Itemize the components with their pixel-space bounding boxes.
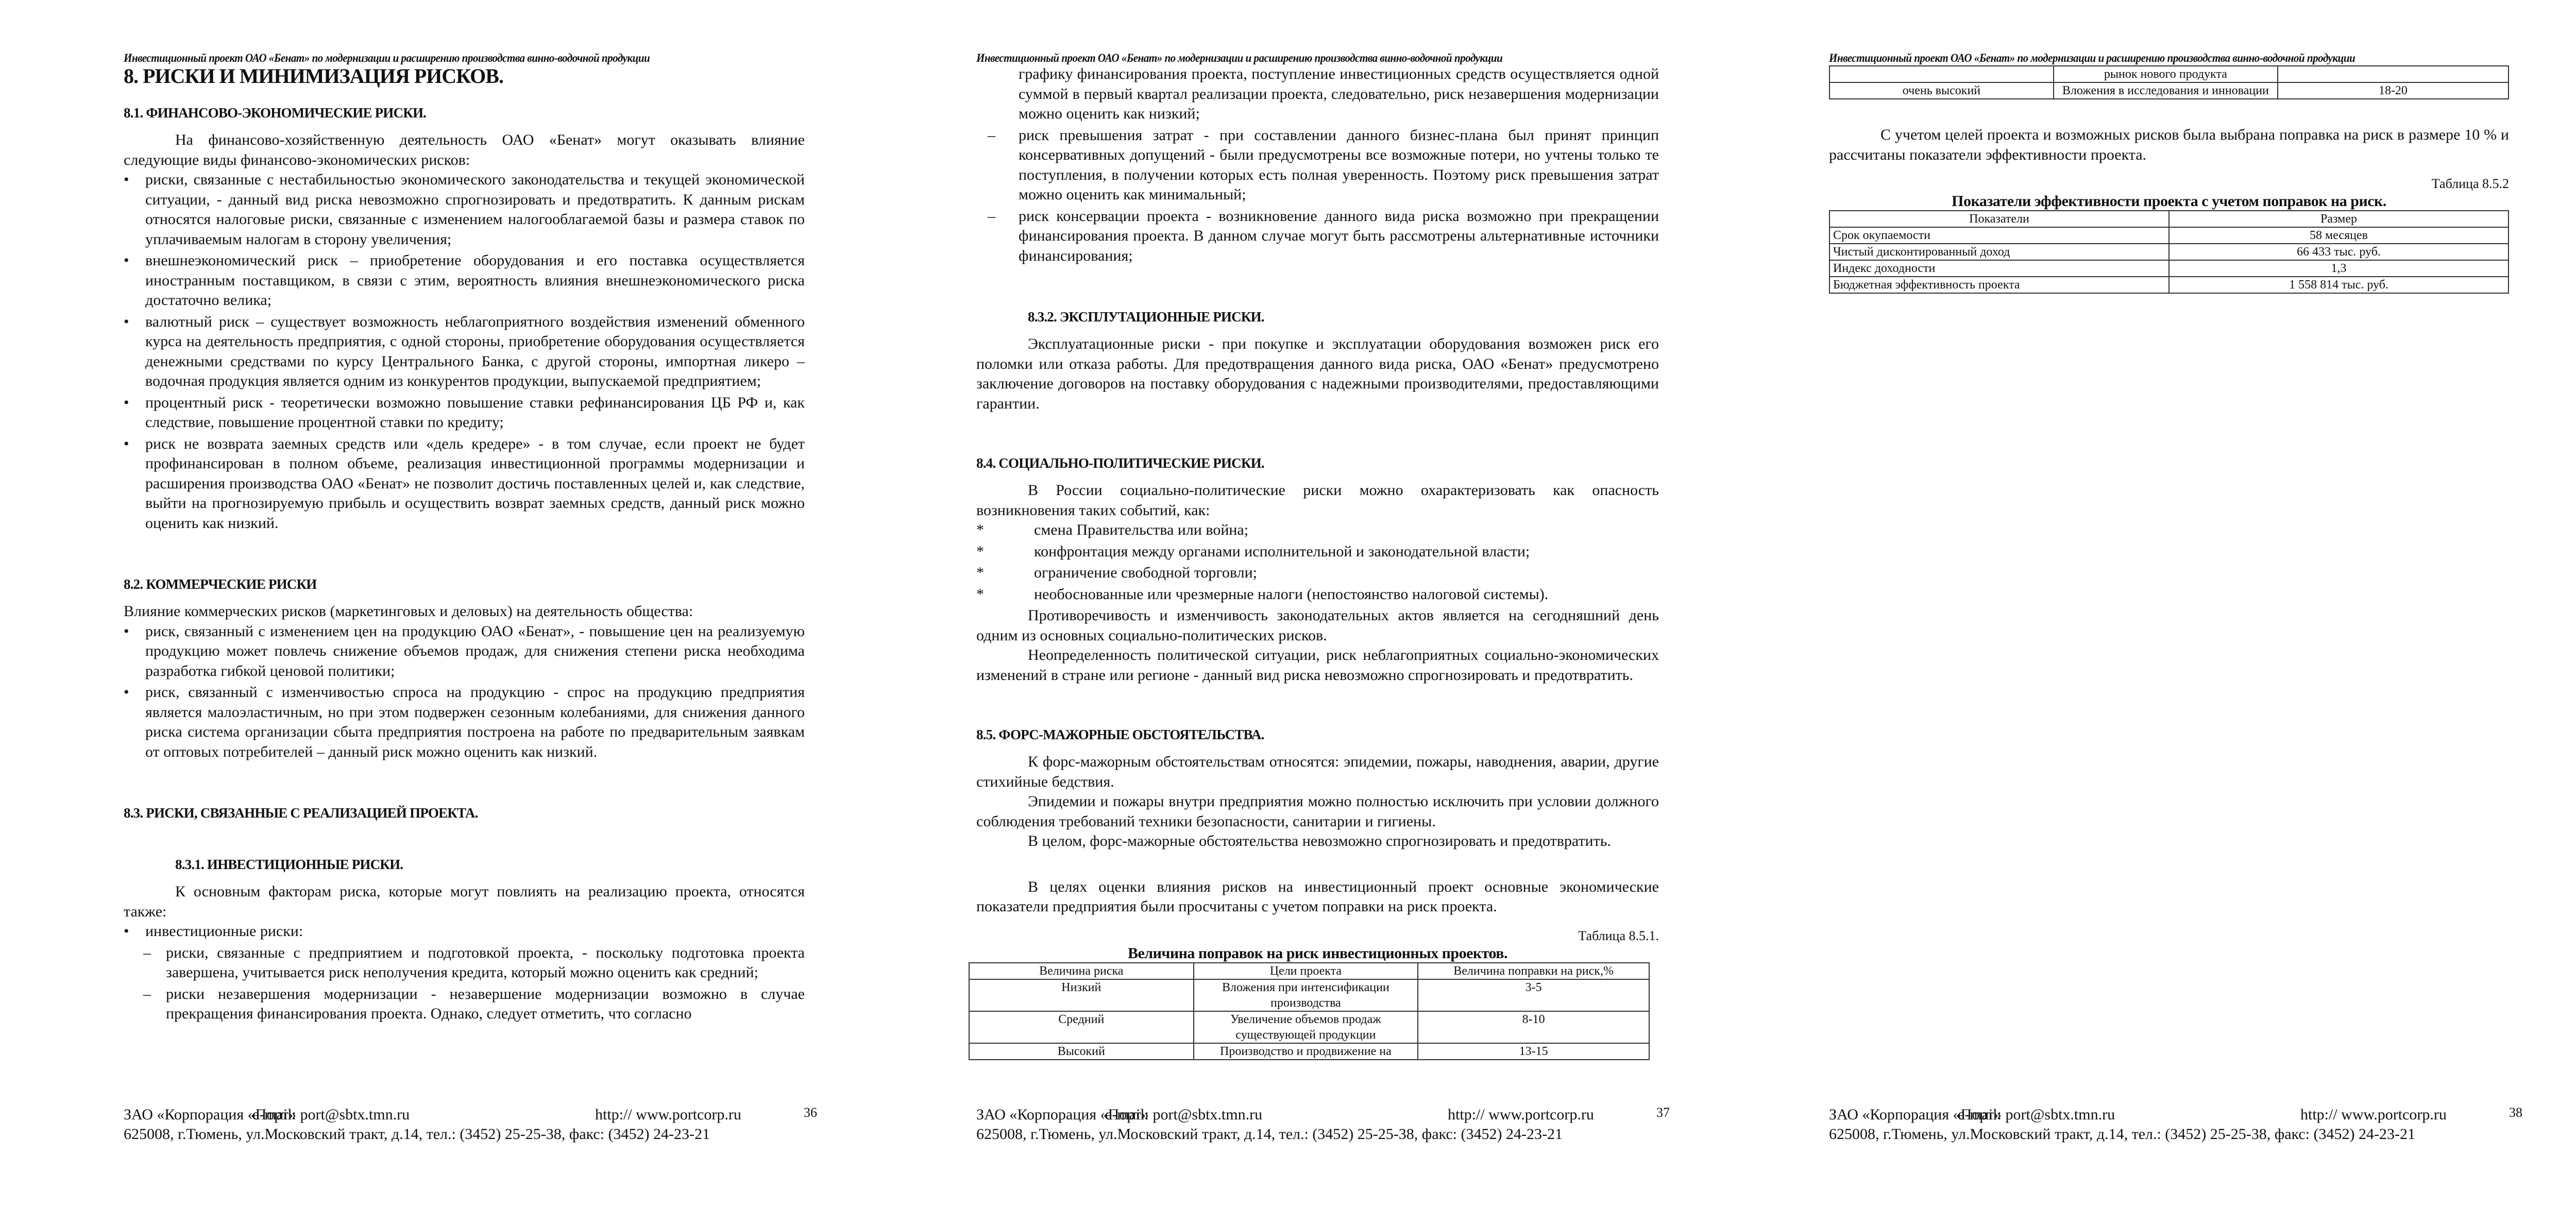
footer-website-link[interactable]: http:// www.portcorp.ru (595, 1106, 741, 1123)
table-header-row (1829, 211, 2509, 227)
table-cell: Увеличение объемов продаж существующей продукции (1194, 1011, 1418, 1043)
table-row (1829, 66, 2509, 82)
bullet-icon: • (124, 923, 129, 940)
section-heading-8-3-1: 8.3.1. ИНВЕСТИЦИОННЫЕ РИСКИ. (175, 857, 403, 872)
efficiency-indicators-table (1829, 210, 2509, 294)
table-cell: 1 558 814 тыс. руб. (2169, 277, 2509, 293)
table-cell: Низкий (969, 979, 1194, 1011)
page-content (976, 52, 1659, 1060)
footer-email-link[interactable]: e-mail: port@sbtx.tmn.ru (1105, 1106, 1263, 1123)
asterisk-list (976, 520, 1659, 604)
paragraph: В целом, форс-мажорные обстоятельства невозможно спрогнозировать и предотвратить. (1028, 832, 1611, 849)
list-item (976, 563, 1659, 583)
column-header: Показатели (1829, 211, 2169, 227)
section-heading-8-4: 8.4. СОЦИАЛЬНО-ПОЛИТИЧЕСКИЕ РИСКИ. (976, 455, 1264, 471)
page-content (1829, 52, 2509, 294)
bullet-list (124, 622, 805, 762)
list-item-text: риск, связанный с изменчивостью спроса на продукцию - спрос на продукцию предприятия является малоэластичным, но при этом подвержен сезонным колебаниями, для снижения данного риска система организации сбыта предприятия построена на работе по предварительным заявкам от оптовых потребителей – данный риск можно оценить как низкий. (145, 684, 805, 760)
list-item-text: риск превышения затрат - при составлении данного бизнес-плана был принят принцип консервативных допущений - были предусмотрены все возможные потери, но учтены только те поступления, в получении которых есть полная уверенность. Поэтому риск превышения затрат можно оценить как минимальный; (1019, 126, 1659, 203)
footer-website-link[interactable]: http:// www.portcorp.ru (2300, 1106, 2447, 1123)
table-row (1829, 260, 2509, 277)
table-row (969, 979, 1649, 1011)
asterisk-icon: * (976, 564, 984, 581)
dash-icon: – (143, 944, 151, 961)
section-heading-8-1: 8.1. ФИНАНСОВО-ЭКОНОМИЧЕСКИЕ РИСКИ. (124, 105, 427, 121)
table-cell: 1,3 (2169, 260, 2509, 277)
list-item (124, 943, 805, 983)
paragraph: В России социально-политические риски можно охарактеризовать как опасность возникновения таких событий, как: (976, 482, 1659, 519)
bullet-icon: • (124, 684, 129, 701)
table-cell: 3-5 (1418, 979, 1649, 1011)
paragraph: Эпидемии и пожары внутри предприятия можно полностью исключить при условии должного соблюдения требований техники безопасности, санитарии и гигиены. (976, 793, 1659, 830)
list-item-text: необоснованные или чрезмерные налоги (непостоянство налоговой системы). (1034, 585, 1549, 603)
table-cell: Вложения при интенсификации производства (1194, 979, 1418, 1011)
bullet-icon: • (124, 252, 129, 269)
table-cell: 8-10 (1418, 1011, 1649, 1043)
footer-address: 625008, г.Тюмень, ул.Московский тракт, д.14, тел.: (3452) 25-25-38, факс: (3452) 24-23-21 (1829, 1126, 2415, 1143)
footer-email-link[interactable]: e-mail: port@sbtx.tmn.ru (1958, 1106, 2115, 1123)
list-item-text: риски, связанные с предприятием и подготовкой проекта, - поскольку подготовка проекта завершена, учитывается риск неполучения кредита, который можно оценить как средний; (166, 944, 805, 981)
list-item-text: риск консервации проекта - возникновение данного вида риска возможно при прекращении финансирования проекта. В данном случае могут быть рассмотрены альтернативные источники финансирования; (1019, 207, 1659, 264)
section-heading-8-5: 8.5. ФОРС-МАЖОРНЫЕ ОБСТОЯТЕЛЬСТВА. (976, 727, 1264, 742)
table-row (1829, 277, 2509, 293)
page-footer (124, 1105, 845, 1144)
column-header: Размер (2169, 211, 2509, 227)
list-item-text: конфронтация между органами исполнительной и законодательной власти; (1034, 542, 1530, 560)
document-page-36 (0, 0, 855, 1207)
list-item-text: риск, связанный с изменением цен на продукцию ОАО «Бенат», - повышение цен на реализуемую продукцию может повлечь снижение объемов продаж, для снижения степени риска необходима разработка гибкой ценовой политики; (145, 622, 805, 679)
table-cell (2278, 66, 2509, 82)
running-header: Инвестиционный проект ОАО «Бенат» по модернизации и расширению производства винно-водочной продукции (976, 52, 1503, 64)
list-item (976, 542, 1659, 562)
table-cell: 13-15 (1418, 1043, 1649, 1060)
list-item-text: риски незавершения модернизации - незавершение модернизации возможно в случае прекращения финансирования проекта. Однако, следует отметить, что согласно (166, 985, 805, 1022)
table-cell (1829, 66, 2054, 82)
page-content (124, 52, 805, 1026)
table-title: Величина поправок на риск инвестиционных проектов. (1127, 944, 1508, 962)
table-row (1829, 82, 2509, 99)
column-header: Цели проекта (1194, 963, 1418, 979)
document-page-37 (855, 0, 1710, 1207)
risk-premium-table-continuation (1829, 65, 2509, 99)
table-row (969, 1011, 1649, 1043)
list-item-text: риск не возврата заемных средств или «дель кредере» - в том случае, если проект не будет профинансирован в полном объеме, реализация инвестиционной программы модернизации и расширения производства ОАО «Бенат» не позволит достичь поставленных целей и, как следствие, выйти на прогнозируемую прибыль и осуществить возврат заемных средств, данный риск можно оценить как низкий. (145, 435, 805, 532)
page-number: 38 (2509, 1105, 2522, 1120)
table-cell: рынок нового продукта (2054, 66, 2278, 82)
table-row (1829, 244, 2509, 260)
column-header: Величина риска (969, 963, 1194, 979)
asterisk-icon: * (976, 585, 984, 603)
list-item (124, 434, 805, 534)
table-cell: очень высокий (1829, 82, 2054, 99)
list-item-text: инвестиционные риски: (145, 923, 303, 940)
table-header-row (969, 963, 1649, 979)
asterisk-icon: * (976, 542, 984, 560)
list-item (124, 251, 805, 311)
paragraph: К форс-мажорным обстоятельствам относятся: эпидемии, пожары, наводнения, аварии, другие стихийные бедствия. (976, 753, 1659, 790)
chapter-title: 8. РИСКИ И МИНИМИЗАЦИЯ РИСКОВ. (124, 64, 503, 88)
footer-company: ЗАО «Корпорация «Порт» (1829, 1106, 2002, 1123)
paragraph: Неопределенность политической ситуации, риск неблагоприятных социально-экономических изменений в стране или регионе - данный вид риска невозможно спрогнозировать и предотвратить. (976, 647, 1659, 684)
footer-website-link[interactable]: http:// www.portcorp.ru (1448, 1106, 1594, 1123)
list-item-text: процентный риск - теоретически возможно повышение ставки рефинансирования ЦБ РФ и, как следствие, повышение процентной ставки по кредиту; (145, 394, 805, 431)
footer-email-link[interactable]: e-mail: port@sbtx.tmn.ru (252, 1106, 410, 1123)
list-item (124, 683, 805, 762)
bullet-icon: • (124, 313, 129, 330)
paragraph: С учетом целей проекта и возможных рисков была выбрана поправка на риск в размере 10 % и рассчитаны показатели эффективности проекта. (1829, 126, 2509, 163)
bullet-list (124, 922, 805, 942)
section-heading-8-3: 8.3. РИСКИ, СВЯЗАННЫЕ С РЕАЛИЗАЦИЕЙ ПРОЕКТА. (124, 805, 478, 821)
table-cell: Бюджетная эффективность проекта (1829, 277, 2169, 293)
column-header: Величина поправки на риск,% (1418, 963, 1649, 979)
list-item (124, 622, 805, 682)
table-cell: 58 месяцев (2169, 227, 2509, 244)
paragraph: На финансово-хозяйственную деятельность ОАО «Бенат» могут оказывать влияние следующие виды финансово-экономических рисков: (124, 131, 805, 168)
list-item-text: внешнеэкономический риск – приобретение оборудования и его поставка осуществляется иностранным поставщиком, в связи с этим, вероятность влияния внешнеэкономического риска достаточно велика; (145, 252, 805, 309)
list-item-text: ограничение свободной торговли; (1034, 564, 1258, 581)
list-item-text: смена Правительства или война; (1034, 521, 1249, 538)
table-row (1829, 227, 2509, 244)
document-page-38 (1710, 0, 2566, 1207)
paragraph: Эксплуатационные риски - при покупке и эксплуатации оборудования возможен риск его поломки или отказа работы. Для предотвращения данного вида риска, ОАО «Бенат» предусмотрено заключение договоров на поставку оборудования с надежными производителями, предоставляющими гарантии. (976, 335, 1659, 412)
dash-icon: – (143, 985, 151, 1002)
table-cell: 18-20 (2278, 82, 2509, 99)
table-number: Таблица 8.5.2 (2431, 176, 2509, 191)
running-header: Инвестиционный проект ОАО «Бенат» по модернизации и расширению производства винно-водочной продукции (124, 52, 650, 64)
table-cell: Средний (969, 1011, 1194, 1043)
table-cell: Вложения в исследования и инновации (2054, 82, 2278, 99)
bullet-icon: • (124, 394, 129, 411)
table-cell: Производство и продвижение на (1194, 1043, 1418, 1060)
list-item-text: валютный риск – существует возможность неблагоприятного воздействия изменений обменного курса на деятельность предприятия, с одной стороны, приобретение оборудования осуществляется денежными средствами по курсу Центрального Банка, с другой стороны, импортная ликеро – водочная продукция является одним из конкурентов продукции, выпускаемой предприятием; (145, 313, 805, 389)
page-number: 37 (1656, 1105, 1670, 1120)
list-item (976, 126, 1659, 205)
list-item (124, 984, 805, 1024)
paragraph: Противоречивость и изменчивость законодательных актов является на сегодняшний день одним из основных социально-политических рисков. (976, 607, 1659, 644)
bullet-list (124, 170, 805, 533)
paragraph-continuation: графику финансирования проекта, поступление инвестиционных средств осуществляется одной суммой в первый квартал реализации проекта, следовательно, риск незавершения модернизации можно оценить как низкий; (1019, 65, 1659, 122)
asterisk-icon: * (976, 521, 984, 538)
paragraph: Влияние коммерческих рисков (маркетинговых и деловых) на деятельность общества: (124, 603, 693, 620)
table-title: Показатели эффективности проекта с учетом поправок на риск. (1952, 193, 2386, 210)
list-item (976, 585, 1659, 605)
list-item (976, 207, 1659, 266)
list-item (124, 922, 805, 942)
table-number: Таблица 8.5.1. (1578, 928, 1659, 943)
table-cell: Высокий (969, 1043, 1194, 1060)
list-item (976, 520, 1659, 540)
bullet-icon: • (124, 622, 129, 640)
section-heading-8-3-2: 8.3.2. ЭКСПЛУТАЦИОННЫЕ РИСКИ. (1028, 309, 1264, 325)
list-item (124, 393, 805, 433)
page-footer (976, 1105, 1698, 1144)
dash-list (976, 126, 1659, 266)
bullet-icon: • (124, 435, 129, 452)
page-number: 36 (804, 1105, 817, 1120)
footer-address: 625008, г.Тюмень, ул.Московский тракт, д.14, тел.: (3452) 25-25-38, факс: (3452) 24-23-21 (124, 1126, 710, 1143)
footer-company: ЗАО «Корпорация «Порт» (124, 1106, 297, 1123)
footer-address: 625008, г.Тюмень, ул.Московский тракт, д.14, тел.: (3452) 25-25-38, факс: (3452) 24-23-21 (976, 1126, 1563, 1143)
table-cell: Чистый дисконтированный доход (1829, 244, 2169, 260)
table-cell: Срок окупаемости (1829, 227, 2169, 244)
list-item-text: риски, связанные с нестабильностью экономического законодательства и текущей экономической ситуации, - данный вид риска невозможно спрогнозировать и предотвратить. К данным рискам относятся налоговые риски, связанные с изменением налогооблагаемой базы и размера ставок по уплачиваемым налогам в сторону увеличения; (145, 171, 805, 248)
table-cell: 66 433 тыс. руб. (2169, 244, 2509, 260)
dash-icon: – (988, 126, 995, 144)
dash-list (124, 943, 805, 1024)
section-heading-8-2: 8.2. КОММЕРЧЕСКИЕ РИСКИ (124, 576, 317, 592)
risk-premium-table (969, 962, 1650, 1060)
footer-company: ЗАО «Корпорация «Порт» (976, 1106, 1149, 1123)
table-row (969, 1043, 1649, 1060)
list-item (124, 170, 805, 249)
table-cell: Индекс доходности (1829, 260, 2169, 277)
list-item (124, 312, 805, 392)
paragraph: В целях оценки влияния рисков на инвестиционный проект основные экономические показатели предприятия были просчитаны с учетом поправки на риск проекта. (976, 878, 1659, 915)
running-header: Инвестиционный проект ОАО «Бенат» по модернизации и расширению производства винно-водочной продукции (1829, 52, 2355, 64)
dash-icon: – (988, 207, 995, 225)
bullet-icon: • (124, 171, 129, 188)
page-footer (1829, 1105, 2550, 1144)
paragraph: К основным факторам риска, которые могут повлиять на реализацию проекта, относятся также: (124, 883, 805, 920)
